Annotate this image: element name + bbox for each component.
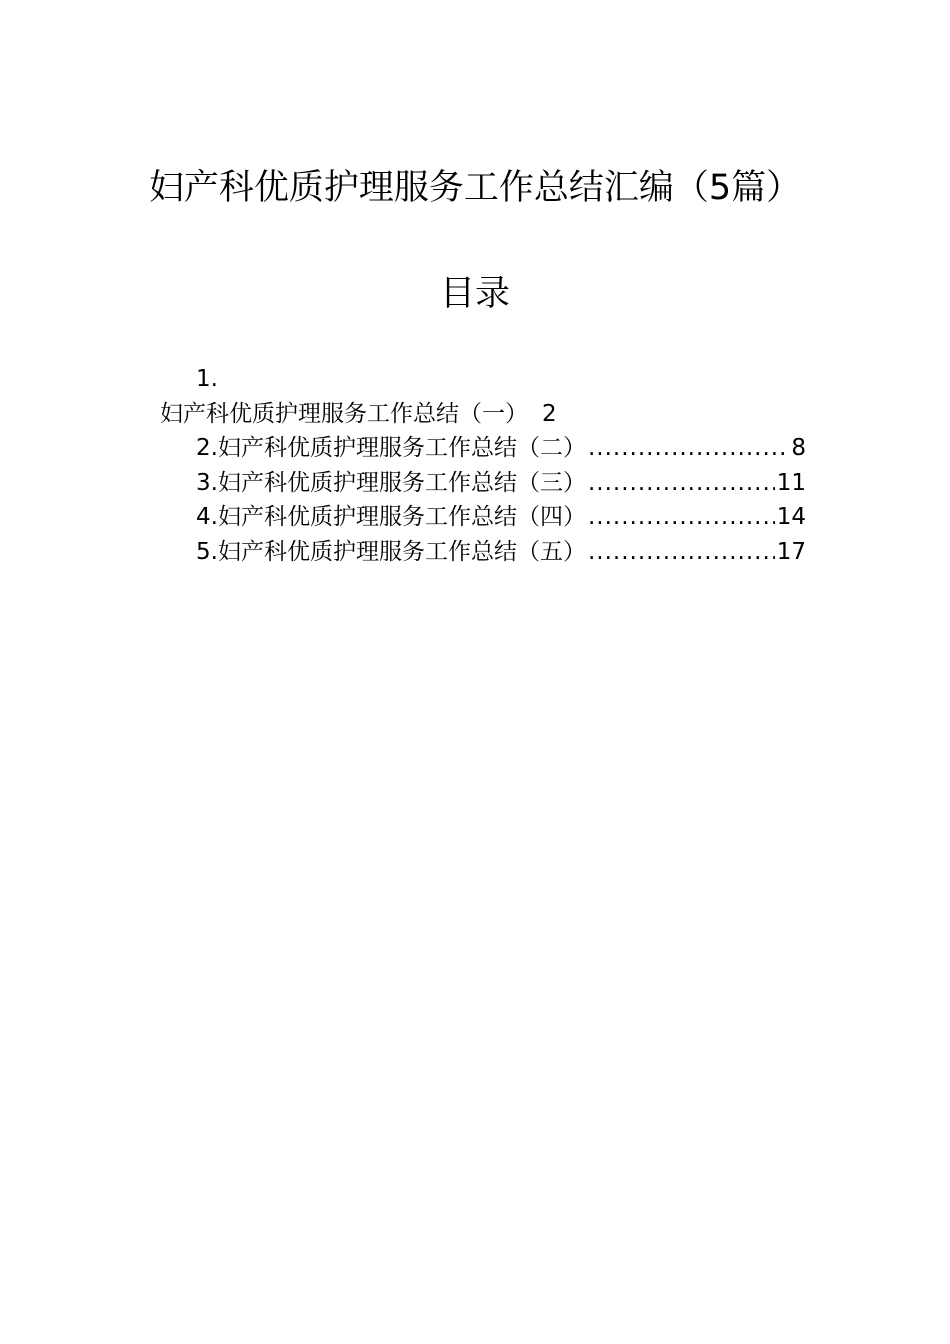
toc-dot-leader <box>588 431 789 466</box>
toc-entry-5[interactable] <box>160 535 806 570</box>
toc-entry-page[interactable]: 11 <box>776 469 806 496</box>
toc-entry-page[interactable]: 17 <box>776 538 806 565</box>
toc-entry-page[interactable]: 14 <box>776 504 806 530</box>
toc-entry-2[interactable] <box>160 431 806 466</box>
toc-dot-leader <box>588 466 775 501</box>
table-of-contents <box>160 362 806 569</box>
toc-dot-leader <box>588 535 775 570</box>
toc-entry-1-number[interactable]: 1. <box>196 366 218 392</box>
toc-entry-1-title[interactable]: 妇产科优质护理服务工作总结（一） <box>160 400 528 427</box>
toc-entry-3[interactable] <box>160 466 806 501</box>
toc-entry-page[interactable]: 8 <box>791 435 806 461</box>
toc-entry-label[interactable]: 5.妇产科优质护理服务工作总结（五） <box>196 538 586 565</box>
toc-entry-1[interactable] <box>160 397 806 432</box>
toc-entry-label[interactable]: 4.妇产科优质护理服务工作总结（四） <box>196 504 586 530</box>
toc-entry-label[interactable]: 3.妇产科优质护理服务工作总结（三） <box>196 469 586 496</box>
toc-entry-4[interactable] <box>160 500 806 535</box>
toc-heading: 目录 <box>439 274 510 314</box>
toc-entry-label[interactable]: 2.妇产科优质护理服务工作总结（二） <box>196 435 586 461</box>
toc-entry-1-page[interactable]: 2 <box>542 400 557 427</box>
toc-dot-leader <box>588 500 775 535</box>
document-title: 妇产科优质护理服务工作总结汇编（5篇） <box>148 168 802 208</box>
